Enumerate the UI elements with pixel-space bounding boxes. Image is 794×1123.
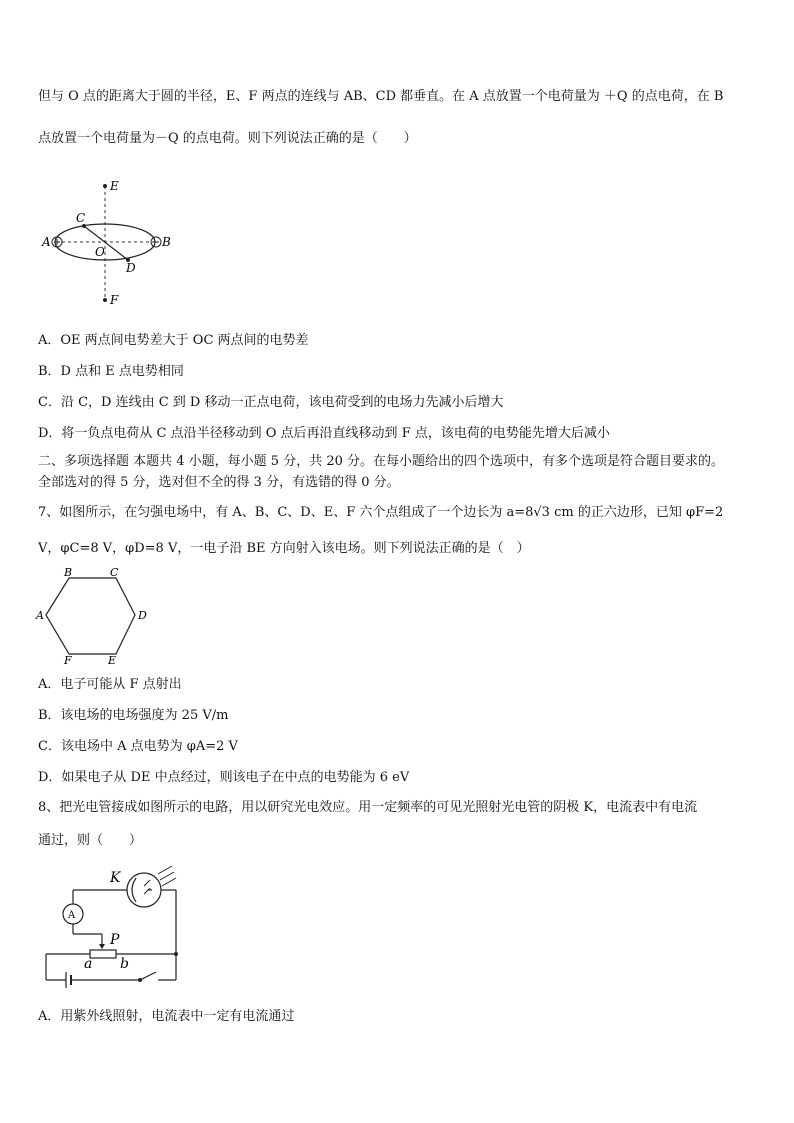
q7-label-B: B [64, 566, 73, 579]
q6-label-A: A [42, 235, 51, 249]
q8-label-K: K [110, 870, 121, 886]
q7-option-c: C．该电场中 A 点电势为 φA=2 V [38, 739, 238, 754]
q8-label-P: P [110, 932, 120, 948]
q7-stem-line1: 7、如图所示，在匀强电场中，有 A、B、C、D、E、F 六个点组成了一个边长为 a=8√3 cm 的正六边形，已知 φF=2 [38, 505, 724, 520]
q6-option-c: C．沿 C，D 连线由 C 到 D 移动一正点电荷，该电荷受到的电场力先减小后增大 [38, 395, 504, 410]
q7-stem-line2: V，φC=8 V，φD=8 V，一电子沿 BE 方向射入该电场。则下列说法正确的是（ ） [38, 541, 530, 556]
q6-label-E: E [110, 179, 119, 193]
q8-label-a: a [84, 956, 93, 972]
q7-label-C: C [110, 566, 119, 579]
q8-label-b: b [120, 956, 129, 972]
q6-label-B: B [162, 235, 171, 249]
q6-stem-line2: 点放置一个电荷量为－Q 的点电荷。则下列说法正确的是（ ） [38, 131, 417, 146]
q6-option-a: A．OE 两点间电势差大于 OC 两点间的电势差 [38, 333, 309, 348]
q7-option-a: A．电子可能从 F 点射出 [38, 677, 182, 692]
q7-label-E: E [108, 654, 117, 667]
q8-option-a: A．用紫外线照射，电流表中一定有电流通过 [38, 1009, 295, 1024]
section2-line2: 全部选对的得 5 分，选对但不全的得 3 分，有选错的得 0 分。 [38, 475, 400, 490]
q6-stem-line1: 但与 O 点的距离大于圆的半径，E、F 两点的连线与 AB、CD 都垂直。在 A 点放置一个电荷量为 ＋Q 的点电荷，在 B [38, 89, 724, 104]
q7-option-d: D．如果电子从 DE 中点经过，则该电子在中点的电势能为 6 eV [38, 770, 410, 785]
q6-figure [40, 180, 180, 310]
q6-option-d: D．将一负点电荷从 C 点沿半径移动到 O 点后再沿直线移动到 F 点，该电荷的电势能先增大后减小 [38, 426, 610, 441]
q6-option-b: B．D 点和 E 点电势相同 [38, 364, 184, 379]
q6-label-C: C [76, 211, 86, 225]
q7-label-D: D [138, 609, 147, 622]
q7-label-F: F [64, 654, 72, 667]
q8-stem-line2: 通过，则（ ） [38, 833, 143, 848]
q8-ammeter-label: A [68, 910, 76, 921]
q6-label-F: F [110, 293, 119, 307]
section2-line1: 二、多项选择题 本题共 4 小题，每小题 5 分，共 20 分。在每小题给出的四个选项中，有多个选项是符合题目要求的。 [38, 454, 725, 469]
q6-label-O: O [95, 245, 105, 259]
q6-label-D: D [126, 261, 136, 275]
q7-label-A: A [36, 609, 44, 622]
q7-hexagon-figure [36, 566, 156, 666]
q8-stem-line1: 8、把光电管接成如图所示的电路，用以研究光电效应。用一定频率的可见光照射光电管的阴极 K，电流表中有电流 [38, 800, 698, 815]
q7-option-b: B．该电场的电场强度为 25 V/m [38, 708, 229, 723]
q8-circuit-figure [40, 864, 200, 994]
